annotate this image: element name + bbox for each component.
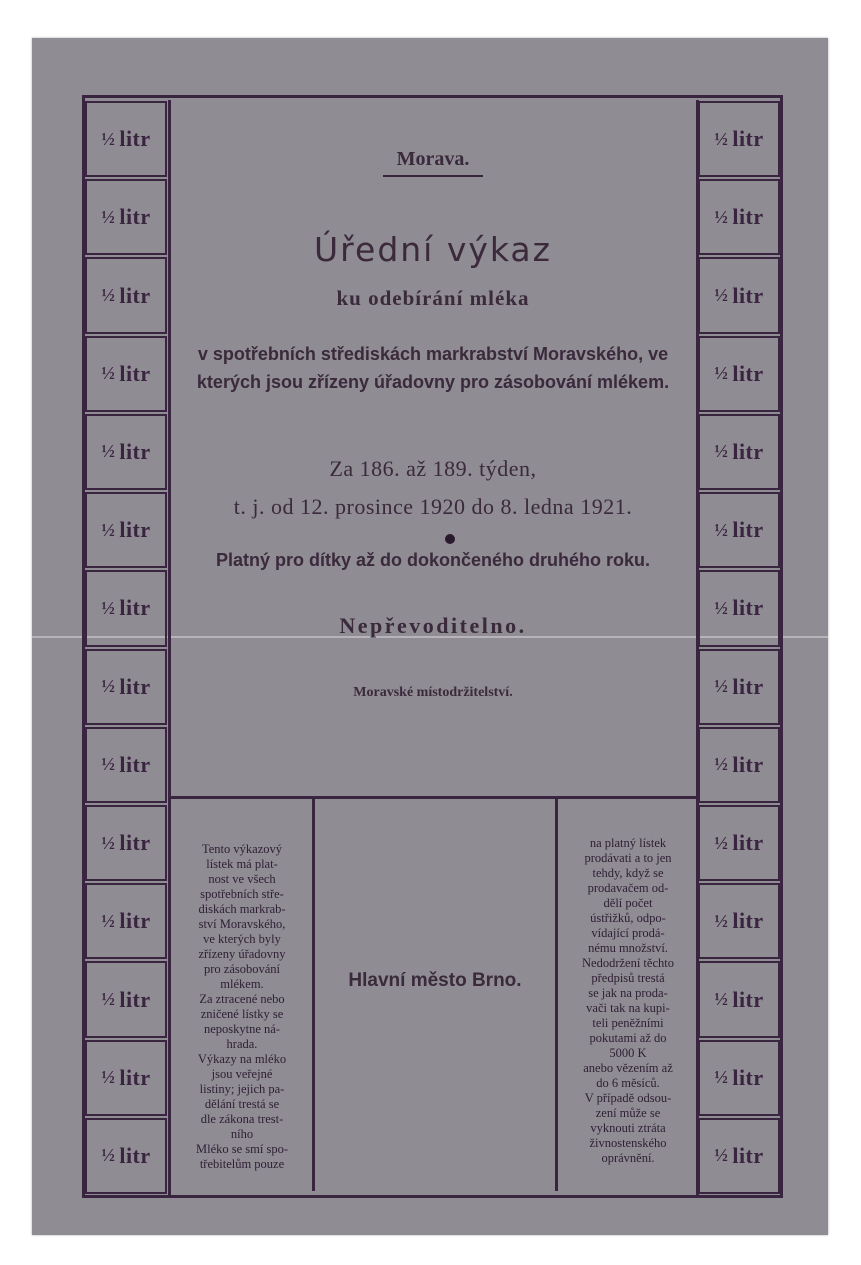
coupon-fraction: ½ <box>101 1067 116 1088</box>
coupon-unit: litr <box>119 986 151 1012</box>
left-note-line: lístek má plat- <box>206 857 278 871</box>
left-coupon-6 <box>85 492 167 568</box>
coupon-fraction: ½ <box>101 363 116 384</box>
coupon-fraction: ½ <box>714 910 729 931</box>
left-note-line: spotřebních stře- <box>200 887 284 901</box>
left-note-line: mlékem. <box>220 977 264 991</box>
left-coupon-11 <box>85 883 167 959</box>
right-note-line: teli peněžními <box>592 1016 664 1030</box>
coupon-fraction: ½ <box>101 206 116 227</box>
scope-description <box>170 340 696 396</box>
right-coupon-1 <box>698 101 780 177</box>
coupon-unit: litr <box>732 986 764 1012</box>
right-coupon-14 <box>698 1118 780 1194</box>
divider-notes-right <box>555 798 558 1191</box>
coupon-unit: litr <box>732 360 764 386</box>
coupon-unit: litr <box>119 126 151 152</box>
coupon-unit: litr <box>732 1142 764 1168</box>
coupon-unit: litr <box>732 595 764 621</box>
right-note-line: vyknouti ztráta <box>590 1121 666 1135</box>
left-note-line: Mléko se smí spo- <box>195 1142 288 1156</box>
left-note-line: dle zákona trest- <box>200 1112 284 1126</box>
right-coupon-13 <box>698 1040 780 1116</box>
coupon-unit: litr <box>119 751 151 777</box>
right-note-line: V případě odsou- <box>584 1091 672 1105</box>
left-note-line: zřízeny úřadovny <box>198 947 286 961</box>
right-coupon-10 <box>698 805 780 881</box>
right-note-line: dělí počet <box>603 896 653 910</box>
coupon-fraction: ½ <box>101 285 116 306</box>
coupon-unit: litr <box>119 360 151 386</box>
right-note-line: Nedodržení těchto <box>582 956 674 970</box>
coupon-fraction: ½ <box>714 597 729 618</box>
coupon-fraction: ½ <box>101 754 116 775</box>
right-note-line: prodávati a to jen <box>584 851 672 865</box>
coupon-unit: litr <box>119 830 151 856</box>
coupon-fraction: ½ <box>714 363 729 384</box>
period-dates: t. j. od 12. prosince 1920 do 8. ledna 1921. <box>233 494 633 519</box>
coupon-fraction: ½ <box>714 754 729 775</box>
left-note-line: diskách markrab- <box>198 902 286 916</box>
right-coupon-12 <box>698 961 780 1037</box>
right-coupon-column <box>698 100 780 1195</box>
coupon-fraction: ½ <box>101 1145 116 1166</box>
scope-line-1: v spotřebních střediskách markrabství Moravského, ve <box>197 344 669 364</box>
coupon-unit: litr <box>732 517 764 543</box>
left-coupon-13 <box>85 1040 167 1116</box>
right-note-line: se jak na proda- <box>588 986 668 1000</box>
right-coupon-3 <box>698 257 780 333</box>
coupon-unit: litr <box>119 1064 151 1090</box>
period-weeks: Za 186. až 189. týden, <box>329 456 537 481</box>
coupon-fraction: ½ <box>714 285 729 306</box>
right-coupon-4 <box>698 336 780 412</box>
document-title: Úřední výkaz <box>314 230 552 269</box>
coupon-unit: litr <box>732 751 764 777</box>
coupon-unit: litr <box>119 282 151 308</box>
right-coupon-7 <box>698 570 780 646</box>
coupon-fraction: ½ <box>101 910 116 931</box>
coupon-unit: litr <box>119 517 151 543</box>
coupon-fraction: ½ <box>714 519 729 540</box>
ink-dot <box>445 534 455 544</box>
left-note-line: Tento výkazový <box>201 842 282 856</box>
right-note-line: tehdy, když se <box>592 866 664 880</box>
right-coupon-6 <box>698 492 780 568</box>
coupon-fraction: ½ <box>101 676 116 697</box>
main-panel <box>170 100 696 795</box>
left-note-line: třebitelům pouze <box>199 1157 285 1171</box>
coupon-unit: litr <box>732 204 764 230</box>
left-note-line: Za ztracené nebo <box>199 992 285 1006</box>
right-coupon-5 <box>698 414 780 490</box>
left-note-line: listiny; jejich pa- <box>199 1082 285 1096</box>
left-note-line: neposkytne ná- <box>203 1022 281 1036</box>
left-coupon-10 <box>85 805 167 881</box>
right-note-line: vači tak na kupi- <box>586 1001 670 1015</box>
coupon-unit: litr <box>119 673 151 699</box>
left-note-line: hrada. <box>226 1037 258 1051</box>
left-note-line: pro zásobování <box>203 962 281 976</box>
right-note-line: předpisů trestá <box>591 971 665 985</box>
coupon-fraction: ½ <box>714 1145 729 1166</box>
left-regulations <box>175 842 309 1172</box>
coupon-fraction: ½ <box>101 441 116 462</box>
left-coupon-12 <box>85 961 167 1037</box>
left-note-line: ve kterých byly <box>203 932 281 946</box>
left-coupon-5 <box>85 414 167 490</box>
coupon-fraction: ½ <box>714 989 729 1010</box>
city-name: Hlavní město Brno. <box>348 970 522 991</box>
coupon-unit: litr <box>732 673 764 699</box>
coupon-unit: litr <box>119 1142 151 1168</box>
coupon-fraction: ½ <box>714 128 729 149</box>
left-note-line: dělání trestá se <box>204 1097 280 1111</box>
coupon-unit: litr <box>732 438 764 464</box>
right-note-line: do 6 měsíců. <box>596 1076 660 1090</box>
coupon-fraction: ½ <box>714 832 729 853</box>
left-coupon-column <box>85 100 167 1195</box>
left-coupon-1 <box>85 101 167 177</box>
coupon-unit: litr <box>119 595 151 621</box>
left-coupon-2 <box>85 179 167 255</box>
left-note-line: ství Moravského, <box>198 917 286 931</box>
left-coupon-3 <box>85 257 167 333</box>
right-note-line: oprávnění. <box>601 1151 655 1165</box>
document-subtitle: ku odebírání mléka <box>336 286 530 310</box>
right-note-line: ústřižků, odpo- <box>590 911 666 925</box>
right-coupon-11 <box>698 883 780 959</box>
left-note-line: jsou veřejné <box>211 1067 273 1081</box>
coupon-fraction: ½ <box>101 519 116 540</box>
right-note-line: zení může se <box>595 1106 661 1120</box>
coupon-unit: litr <box>732 830 764 856</box>
section-divider <box>170 796 698 799</box>
coupon-fraction: ½ <box>101 832 116 853</box>
right-note-line: nému množství. <box>588 941 668 955</box>
coupon-unit: litr <box>119 204 151 230</box>
non-transferable-stamp: Nepřevoditelno. <box>339 613 527 638</box>
coupon-unit: litr <box>732 126 764 152</box>
coupon-fraction: ½ <box>714 441 729 462</box>
coupon-fraction: ½ <box>714 206 729 227</box>
left-coupon-7 <box>85 570 167 646</box>
left-note-line: Výkazy na mléko <box>197 1052 287 1066</box>
coupon-unit: litr <box>732 282 764 308</box>
right-note-line: 5000 K <box>609 1046 647 1060</box>
left-coupon-8 <box>85 649 167 725</box>
coupon-unit: litr <box>119 908 151 934</box>
validity-note: Platný pro dítky až do dokončeného druhého roku. <box>215 550 651 570</box>
coupon-fraction: ½ <box>101 989 116 1010</box>
validity-period <box>170 450 696 526</box>
right-coupon-2 <box>698 179 780 255</box>
coupon-unit: litr <box>119 438 151 464</box>
left-coupon-4 <box>85 336 167 412</box>
coupon-fraction: ½ <box>714 676 729 697</box>
issuing-authority: Moravské místodržitelství. <box>353 685 513 700</box>
divider-notes-left <box>312 798 315 1191</box>
right-note-line: živnostenského <box>589 1136 667 1150</box>
coupon-fraction: ½ <box>101 128 116 149</box>
left-coupon-14 <box>85 1118 167 1194</box>
right-note-line: na platný lístek <box>589 836 667 850</box>
divider-right-main <box>696 100 699 1195</box>
right-note-line: pokutami až do <box>589 1031 667 1045</box>
region-heading: Morava. <box>170 148 696 177</box>
left-coupon-9 <box>85 727 167 803</box>
left-note-line: nost ve všech <box>208 872 276 886</box>
coupon-fraction: ½ <box>714 1067 729 1088</box>
right-note-line: anebo vězením až <box>583 1061 673 1075</box>
left-note-line: ního <box>230 1127 254 1141</box>
coupon-fraction: ½ <box>101 597 116 618</box>
scope-line-2: kterých jsou zřízeny úřadovny pro zásobování mlékem. <box>196 372 670 392</box>
coupon-unit: litr <box>732 908 764 934</box>
right-regulations <box>560 836 696 1166</box>
left-note-line: zničené lístky se <box>200 1007 284 1021</box>
right-note-line: vídající prodá- <box>591 926 665 940</box>
right-coupon-8 <box>698 649 780 725</box>
right-coupon-9 <box>698 727 780 803</box>
right-note-line: prodavačem od- <box>587 881 669 895</box>
coupon-unit: litr <box>732 1064 764 1090</box>
